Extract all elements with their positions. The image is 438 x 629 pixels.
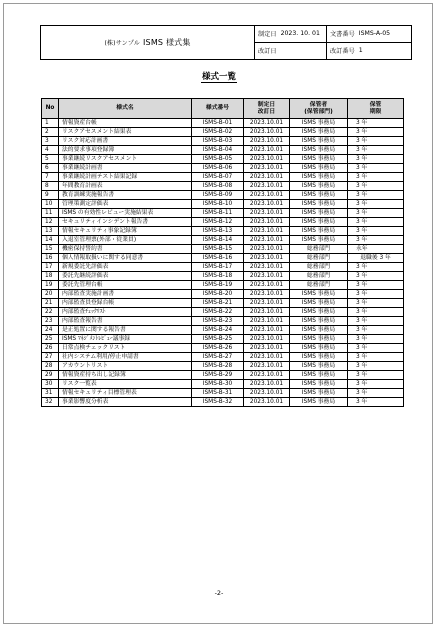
row-number-cell: 7	[42, 173, 59, 182]
table-row	[42, 137, 404, 146]
table-row	[42, 191, 404, 200]
form-name-cell: 管理策測定評価表	[59, 200, 192, 209]
row-number-cell: 1	[42, 119, 59, 128]
form-number-cell: ISMS-B-03	[192, 137, 244, 146]
holder-cell: ISMS 事務局	[290, 236, 348, 245]
table-row	[42, 263, 404, 272]
table-row	[42, 398, 404, 407]
holder-cell: ISMS 事務局	[290, 209, 348, 218]
form-name-cell: ISMS の有効性レビュー実施結果表	[59, 209, 192, 218]
retention-cell: 3 年	[348, 218, 404, 227]
table-row	[42, 335, 404, 344]
holder-cell: ISMS 事務局	[290, 146, 348, 155]
retention-cell: 退職後 3 年	[348, 254, 404, 263]
date-cell: 2023.10.01	[244, 155, 290, 164]
page-number: -2-	[214, 589, 224, 597]
holder-cell: ISMS 事務局	[290, 308, 348, 317]
retention-cell: 3 年	[348, 155, 404, 164]
date-cell: 2023.10.01	[244, 380, 290, 389]
holder-cell: ISMS 事務局	[290, 326, 348, 335]
form-number-cell: ISMS-B-13	[192, 227, 244, 236]
table-row	[42, 389, 404, 398]
table-row	[42, 317, 404, 326]
form-name-cell: 情報資産台帳	[59, 119, 192, 128]
retention-cell: 3 年	[348, 308, 404, 317]
row-number-cell: 26	[42, 344, 59, 353]
form-name-cell: アカウントリスト	[59, 362, 192, 371]
holder-cell: ISMS 事務局	[290, 353, 348, 362]
form-name-cell: 事業影響度分析表	[59, 398, 192, 407]
row-number-cell: 8	[42, 182, 59, 191]
row-number-cell: 20	[42, 290, 59, 299]
date-cell: 2023.10.01	[244, 398, 290, 407]
retention-cell: 3 年	[348, 398, 404, 407]
form-number-cell: ISMS-B-04	[192, 146, 244, 155]
form-number-cell: ISMS-B-11	[192, 209, 244, 218]
header-info-grid	[255, 26, 411, 59]
retention-cell: 3 年	[348, 209, 404, 218]
doc-no-cell	[327, 26, 411, 43]
form-name-cell: 情報セキュリティ事象記録簿	[59, 227, 192, 236]
form-name-cell: 是正処置に関する報告書	[59, 326, 192, 335]
form-number-cell: ISMS-B-21	[192, 299, 244, 308]
date-cell: 2023.10.01	[244, 299, 290, 308]
form-number-cell: ISMS-B-22	[192, 308, 244, 317]
form-number-cell: ISMS-B-29	[192, 371, 244, 380]
date-cell: 2023.10.01	[244, 119, 290, 128]
retention-cell: 3 年	[348, 371, 404, 380]
form-name-cell: 委託先管理台帳	[59, 281, 192, 290]
form-name-cell: 日常点検チェックリスト	[59, 344, 192, 353]
form-name-cell: 入退室管理票(外部・従業員)	[59, 236, 192, 245]
retention-cell: 3 年	[348, 263, 404, 272]
table-row	[42, 119, 404, 128]
doc-no-label: 文書番号	[330, 31, 355, 39]
holder-cell: 総務部門	[290, 272, 348, 281]
row-number-cell: 19	[42, 281, 59, 290]
doc-no-value: ISMS-A-05	[358, 30, 391, 38]
holder-cell: ISMS 事務局	[290, 371, 348, 380]
form-name-cell: 法的要求事項登録簿	[59, 146, 192, 155]
form-name-cell: ISMS ﾏﾈｼﾞﾒﾝﾄﾚﾋﾞｭｰ議事録	[59, 335, 192, 344]
table-row	[42, 326, 404, 335]
retention-cell: 永年	[348, 245, 404, 254]
retention-cell: 3 年	[348, 146, 404, 155]
date-cell: 2023.10.01	[244, 137, 290, 146]
date-cell: 2023.10.01	[244, 272, 290, 281]
form-number-cell: ISMS-B-08	[192, 182, 244, 191]
row-number-cell: 31	[42, 389, 59, 398]
form-name-cell: 新規委託先評価表	[59, 263, 192, 272]
table-row	[42, 155, 404, 164]
holder-cell: ISMS 事務局	[290, 299, 348, 308]
holder-cell: ISMS 事務局	[290, 164, 348, 173]
form-number-cell: ISMS-B-06	[192, 164, 244, 173]
table-row	[42, 272, 404, 281]
row-number-cell: 29	[42, 371, 59, 380]
holder-cell: ISMS 事務局	[290, 218, 348, 227]
holder-cell: 総務部門	[290, 245, 348, 254]
row-number-cell: 11	[42, 209, 59, 218]
date-cell: 2023.10.01	[244, 317, 290, 326]
holder-cell: ISMS 事務局	[290, 227, 348, 236]
table-row	[42, 371, 404, 380]
row-number-cell: 10	[42, 200, 59, 209]
form-name-cell: 機密保持誓約書	[59, 245, 192, 254]
holder-cell: ISMS 事務局	[290, 155, 348, 164]
revision-no-label: 改訂番号	[330, 48, 355, 56]
col-header-form-no: 様式番号	[192, 99, 244, 119]
retention-cell: 3 年	[348, 164, 404, 173]
table-row	[42, 308, 404, 317]
col-header-name: 様式名	[59, 99, 192, 119]
date-cell: 2023.10.01	[244, 344, 290, 353]
date-cell: 2023.10.01	[244, 389, 290, 398]
col-header-retention: 保管 期限	[348, 99, 404, 119]
table-row	[42, 227, 404, 236]
date-cell: 2023.10.01	[244, 200, 290, 209]
holder-cell: ISMS 事務局	[290, 317, 348, 326]
form-name-cell: 情報セキュリティ目標管理表	[59, 389, 192, 398]
date-cell: 2023.10.01	[244, 308, 290, 317]
holder-cell: ISMS 事務局	[290, 128, 348, 137]
holder-cell: ISMS 事務局	[290, 200, 348, 209]
revised-label: 改訂日	[258, 48, 277, 56]
form-name-cell: 教育訓練実施報告書	[59, 191, 192, 200]
date-cell: 2023.10.01	[244, 290, 290, 299]
form-name-cell: リスクアセスメント結果表	[59, 128, 192, 137]
form-number-cell: ISMS-B-27	[192, 353, 244, 362]
revision-no-cell	[327, 43, 411, 60]
date-cell: 2023.10.01	[244, 218, 290, 227]
date-cell: 2023.10.01	[244, 254, 290, 263]
holder-cell: ISMS 事務局	[290, 191, 348, 200]
retention-cell: 3 年	[348, 290, 404, 299]
table-row	[42, 182, 404, 191]
forms-table-header	[42, 99, 404, 119]
date-cell: 2023.10.01	[244, 209, 290, 218]
table-row	[42, 281, 404, 290]
retention-cell: 3 年	[348, 344, 404, 353]
retention-cell: 3 年	[348, 191, 404, 200]
holder-cell: ISMS 事務局	[290, 173, 348, 182]
list-title-text: 様式一覧	[201, 72, 236, 82]
form-name-cell: 委託先継続評価表	[59, 272, 192, 281]
table-row	[42, 146, 404, 155]
table-row	[42, 290, 404, 299]
row-number-cell: 24	[42, 326, 59, 335]
retention-cell: 3 年	[348, 362, 404, 371]
form-number-cell: ISMS-B-02	[192, 128, 244, 137]
document-header	[40, 25, 412, 60]
retention-cell: 3 年	[348, 272, 404, 281]
retention-cell: 3 年	[348, 173, 404, 182]
row-number-cell: 27	[42, 353, 59, 362]
retention-cell: 3 年	[348, 380, 404, 389]
holder-cell: ISMS 事務局	[290, 119, 348, 128]
retention-cell: 3 年	[348, 236, 404, 245]
row-number-cell: 25	[42, 335, 59, 344]
row-number-cell: 18	[42, 272, 59, 281]
table-row	[42, 164, 404, 173]
established-date-cell	[255, 26, 327, 43]
form-number-cell: ISMS-B-24	[192, 326, 244, 335]
form-name-cell: 事業継続計画テスト結果記録	[59, 173, 192, 182]
holder-cell: ISMS 事務局	[290, 398, 348, 407]
form-name-cell: セキュリティインシデント報告書	[59, 218, 192, 227]
retention-cell: 3 年	[348, 326, 404, 335]
holder-cell: ISMS 事務局	[290, 344, 348, 353]
form-name-cell: リスク対応計画書	[59, 137, 192, 146]
form-name-cell: 社内システム利用/停止申請書	[59, 353, 192, 362]
company-name: (株)サンプル	[104, 40, 140, 47]
date-cell: 2023.10.01	[244, 182, 290, 191]
col-header-holder: 保管者 (保管部門)	[290, 99, 348, 119]
table-row	[42, 200, 404, 209]
date-cell: 2023.10.01	[244, 326, 290, 335]
col-header-dates: 制定日 改訂日	[244, 99, 290, 119]
form-number-cell: ISMS-B-12	[192, 218, 244, 227]
retention-cell: 3 年	[348, 317, 404, 326]
retention-cell: 3 年	[348, 299, 404, 308]
row-number-cell: 13	[42, 227, 59, 236]
row-number-cell: 32	[42, 398, 59, 407]
row-number-cell: 12	[42, 218, 59, 227]
date-cell: 2023.10.01	[244, 362, 290, 371]
holder-cell: ISMS 事務局	[290, 290, 348, 299]
form-number-cell: ISMS-B-23	[192, 317, 244, 326]
retention-cell: 3 年	[348, 335, 404, 344]
date-cell: 2023.10.01	[244, 281, 290, 290]
row-number-cell: 22	[42, 308, 59, 317]
form-name-cell: 年間教育計画表	[59, 182, 192, 191]
form-number-cell: ISMS-B-05	[192, 155, 244, 164]
date-cell: 2023.10.01	[244, 263, 290, 272]
form-number-cell: ISMS-B-14	[192, 236, 244, 245]
row-number-cell: 9	[42, 191, 59, 200]
table-row	[42, 353, 404, 362]
row-number-cell: 21	[42, 299, 59, 308]
date-cell: 2023.10.01	[244, 173, 290, 182]
row-number-cell: 4	[42, 146, 59, 155]
retention-cell: 3 年	[348, 353, 404, 362]
retention-cell: 3 年	[348, 119, 404, 128]
list-title	[0, 70, 438, 82]
holder-cell: ISMS 事務局	[290, 182, 348, 191]
row-number-cell: 3	[42, 137, 59, 146]
table-row	[42, 245, 404, 254]
form-name-cell: 事業継続リスクアセスメント	[59, 155, 192, 164]
row-number-cell: 14	[42, 236, 59, 245]
forms-table	[41, 98, 404, 407]
table-row	[42, 344, 404, 353]
row-number-cell: 30	[42, 380, 59, 389]
form-number-cell: ISMS-B-20	[192, 290, 244, 299]
holder-cell: 総務部門	[290, 281, 348, 290]
form-number-cell: ISMS-B-16	[192, 254, 244, 263]
header-row	[42, 99, 404, 119]
form-name-cell: 内部監査ﾁｪｯｸﾘｽﾄ	[59, 308, 192, 317]
form-name-cell: 内部監査報告書	[59, 317, 192, 326]
retention-cell: 3 年	[348, 128, 404, 137]
table-row	[42, 236, 404, 245]
date-cell: 2023.10.01	[244, 191, 290, 200]
form-number-cell: ISMS-B-28	[192, 362, 244, 371]
row-number-cell: 16	[42, 254, 59, 263]
holder-cell: 総務部門	[290, 254, 348, 263]
retention-cell: 3 年	[348, 389, 404, 398]
form-number-cell: ISMS-B-26	[192, 344, 244, 353]
table-row	[42, 299, 404, 308]
row-number-cell: 5	[42, 155, 59, 164]
retention-cell: 3 年	[348, 182, 404, 191]
established-value: 2023. 10. 01	[280, 30, 320, 38]
date-cell: 2023.10.01	[244, 335, 290, 344]
holder-cell: ISMS 事務局	[290, 380, 348, 389]
form-number-cell: ISMS-B-30	[192, 380, 244, 389]
form-number-cell: ISMS-B-10	[192, 200, 244, 209]
retention-cell: 3 年	[348, 200, 404, 209]
form-number-cell: ISMS-B-25	[192, 335, 244, 344]
row-number-cell: 23	[42, 317, 59, 326]
row-number-cell: 17	[42, 263, 59, 272]
date-cell: 2023.10.01	[244, 245, 290, 254]
holder-cell: 総務部門	[290, 263, 348, 272]
form-number-cell: ISMS-B-18	[192, 272, 244, 281]
form-number-cell: ISMS-B-31	[192, 389, 244, 398]
form-name-cell: 内部監査員登録台帳	[59, 299, 192, 308]
form-number-cell: ISMS-B-19	[192, 281, 244, 290]
form-name-cell: 情報資産持ち出し記録簿	[59, 371, 192, 380]
holder-cell: ISMS 事務局	[290, 389, 348, 398]
revised-date-cell	[255, 43, 327, 60]
established-label: 制定日	[258, 31, 277, 39]
table-row	[42, 209, 404, 218]
form-number-cell: ISMS-B-09	[192, 191, 244, 200]
holder-cell: ISMS 事務局	[290, 362, 348, 371]
date-cell: 2023.10.01	[244, 353, 290, 362]
form-number-cell: ISMS-B-17	[192, 263, 244, 272]
form-number-cell: ISMS-B-32	[192, 398, 244, 407]
table-row	[42, 254, 404, 263]
table-row	[42, 173, 404, 182]
form-name-cell: 内部監査実施計画書	[59, 290, 192, 299]
form-number-cell: ISMS-B-07	[192, 173, 244, 182]
retention-cell: 3 年	[348, 137, 404, 146]
date-cell: 2023.10.01	[244, 227, 290, 236]
form-number-cell: ISMS-B-01	[192, 119, 244, 128]
date-cell: 2023.10.01	[244, 164, 290, 173]
table-row	[42, 380, 404, 389]
table-row	[42, 218, 404, 227]
holder-cell: ISMS 事務局	[290, 335, 348, 344]
date-cell: 2023.10.01	[244, 128, 290, 137]
table-row	[42, 128, 404, 137]
date-cell: 2023.10.01	[244, 146, 290, 155]
forms-table-body	[42, 119, 404, 407]
row-number-cell: 15	[42, 245, 59, 254]
form-name-cell: リスク一覧表	[59, 380, 192, 389]
row-number-cell: 28	[42, 362, 59, 371]
row-number-cell: 2	[42, 128, 59, 137]
holder-cell: ISMS 事務局	[290, 137, 348, 146]
date-cell: 2023.10.01	[244, 236, 290, 245]
retention-cell: 3 年	[348, 281, 404, 290]
col-header-no: No	[42, 99, 59, 119]
date-cell: 2023.10.01	[244, 371, 290, 380]
form-number-cell: ISMS-B-15	[192, 245, 244, 254]
form-name-cell: 個人情報取扱いに関する同意書	[59, 254, 192, 263]
form-name-cell: 事業継続計画書	[59, 164, 192, 173]
retention-cell: 3 年	[348, 227, 404, 236]
table-row	[42, 362, 404, 371]
row-number-cell: 6	[42, 164, 59, 173]
header-title-cell	[41, 26, 255, 59]
revision-no-value: 1	[358, 47, 363, 55]
document-title: ISMS 様式集	[142, 38, 191, 47]
